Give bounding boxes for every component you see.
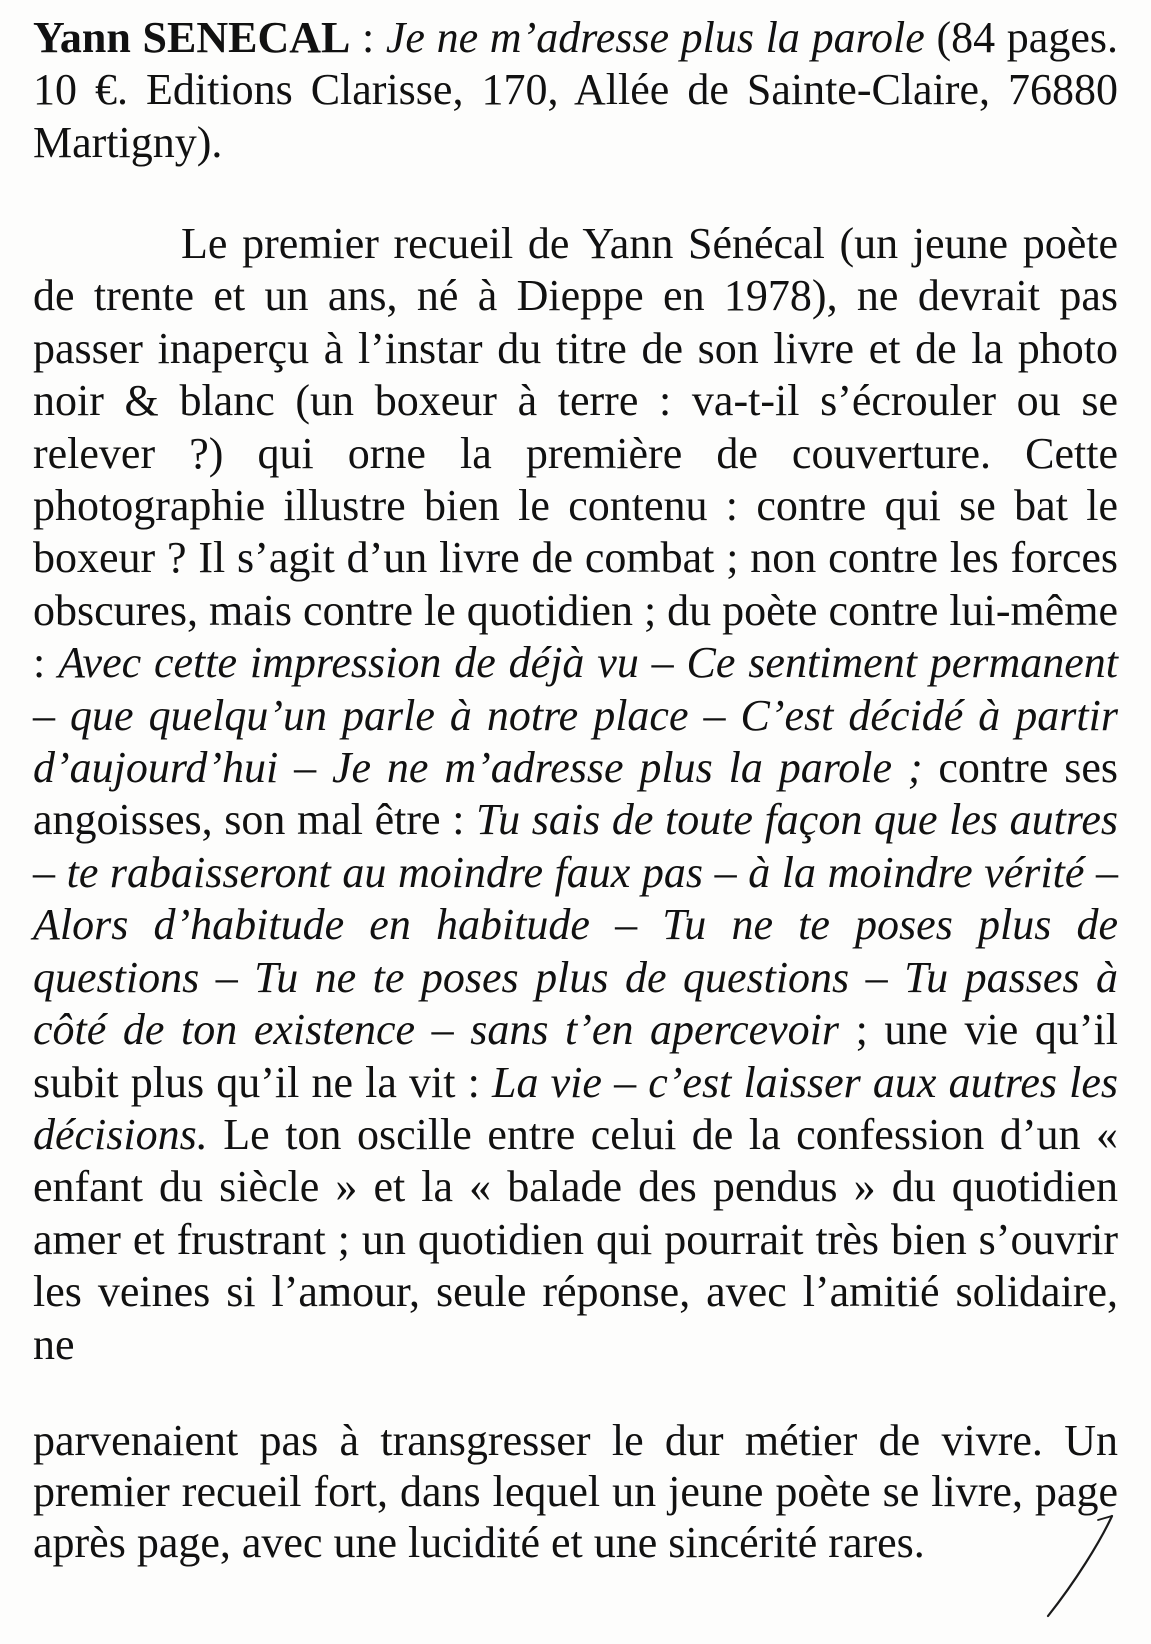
quotation: La vie – c’est laisser aux autres les décisions.	[33, 1057, 1119, 1159]
book-title: Je ne m’adresse plus la parole	[385, 13, 925, 62]
quotation: Avec cette impression de déjà vu – Ce sentiment permanent – que quelqu’un parle à notre place – C’est décidé à partir d’aujourd’hui – Je ne m’adresse plus la parole ;	[33, 638, 1118, 793]
review-conclusion: parvenaient pas à transgresser le dur métier de vivre. Un premier recueil fort, dans lequel un jeune poète se livre, page après page, avec une lucidité et une sincérité rares.	[33, 1416, 1118, 1567]
author-separator: :	[350, 13, 386, 62]
book-reference	[33, 12, 1118, 169]
review-text: Le ton oscille entre celui de la confession d’un « enfant du siècle » et la « balade des pendus » du quotidien amer et frustrant ; un quotidien qui pourrait très bien s’ouvrir les veines si l’amour, seule réponse, avec l’amitié solidaire, ne	[33, 1109, 1118, 1369]
review-text: Le premier recueil de Yann Sénécal (un jeune poète de trente et un ans, né à Dieppe en 1978), ne devrait pas passer inaperçu à l’instar du titre de son livre et de la photo noir & blanc (un boxeur à terre : va-t-il s’écrouler ou se relever ?) qui orne la première de couverture. Cette photographie illustre bien le contenu : contre qui se bat le boxeur ? Il s’agit d’un livre de combat ; non contre les forces obscures, mais contre le quotidien ; du poète contre lui-même :	[33, 219, 1119, 688]
quotation: Tu sais de toute façon que les autres – te rabaisseront au moindre faux pas – à la moindre vérité – Alors d’habitude en habitude – Tu ne te poses plus de questions – Tu ne te poses plus de questions – Tu passes à côté de ton existence – sans t’en apercevoir	[33, 795, 1118, 1055]
review-text: contre ses angoisses, son mal être :	[33, 743, 1118, 845]
review-text: ; une vie qu’il subit plus qu’il ne la vit :	[33, 1005, 1118, 1107]
pen-stroke-mark	[1040, 1512, 1120, 1622]
author-name: Yann SENECAL	[33, 13, 351, 62]
publication-details: (84 pages. 10 €. Editions Clarisse, 170, Allée de Sainte-Claire, 76880 Martigny).	[33, 13, 1118, 167]
review-paragraph	[33, 218, 1118, 1371]
